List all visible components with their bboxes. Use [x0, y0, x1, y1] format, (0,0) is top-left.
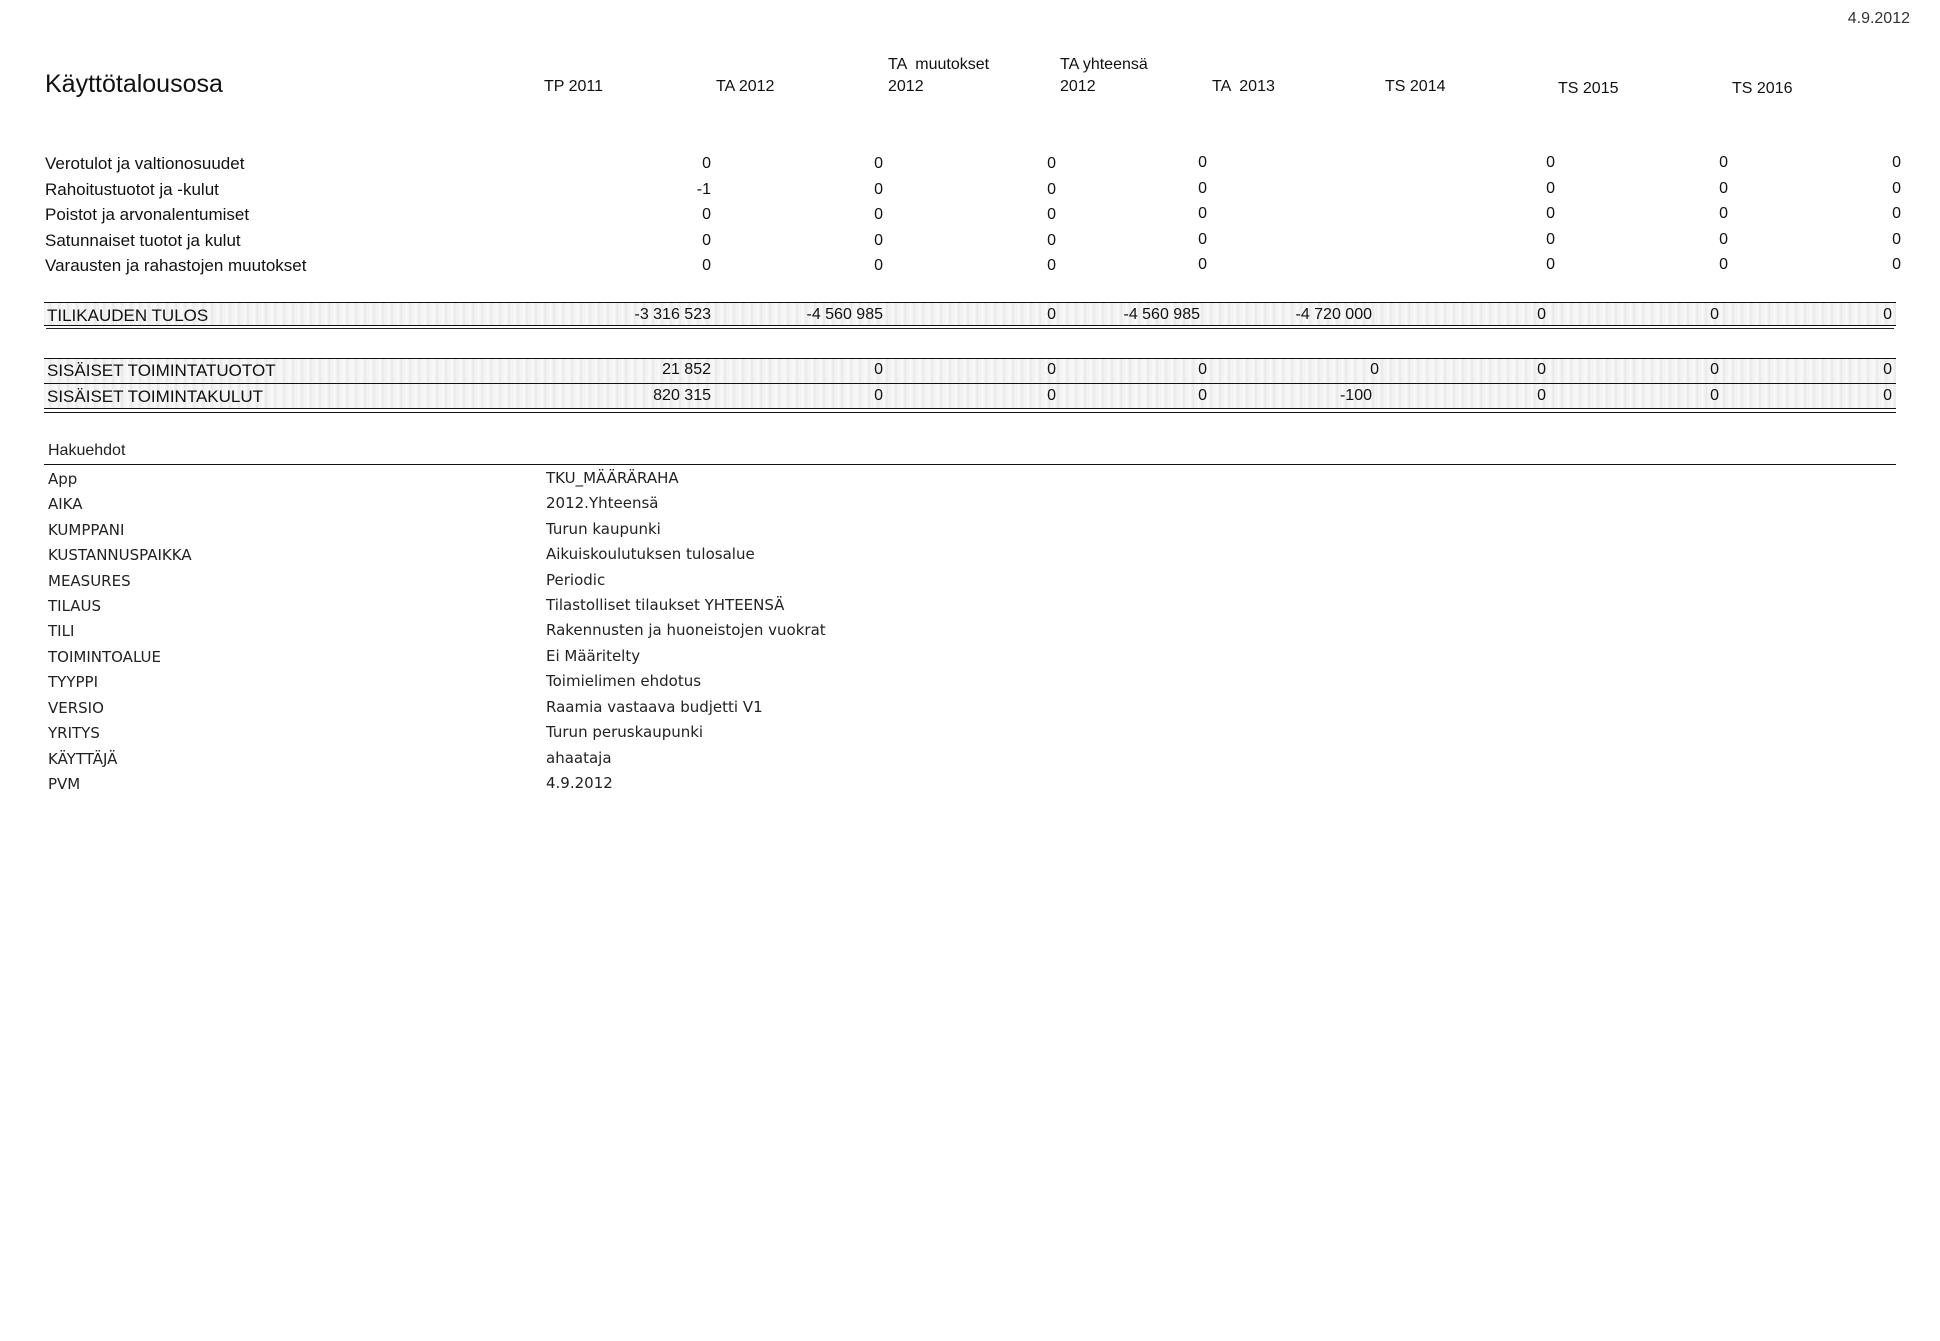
criteria-key-yritys: YRITYS — [48, 724, 100, 742]
internal-income-label: SISÄISET TOIMINTATUOTOT — [47, 361, 276, 380]
row-label-varausten: Varausten ja rahastojen muutokset — [45, 256, 307, 275]
cell-satunnaiset-ta2012: 0 — [874, 232, 883, 249]
cell-satunnaiset-tp2011: 0 — [702, 232, 711, 249]
cell-poistot-yhteensa: 0 — [1198, 205, 1207, 222]
criteria-key-app: App — [48, 470, 78, 488]
cell-varausten-muutokset: 0 — [1047, 257, 1056, 274]
internal-costs-tp2011: 820 315 — [653, 387, 711, 404]
col-header-ts2016: TS 2016 — [1732, 80, 1793, 97]
criteria-value-tili: Rakennusten ja huoneistojen vuokrat — [546, 621, 826, 639]
criteria-key-kustannuspaikka: KUSTANNUSPAIKKA — [48, 546, 192, 564]
criteria-value-pvm: 4.9.2012 — [546, 774, 613, 792]
criteria-value-tilaus: Tilastolliset tilaukset YHTEENSÄ — [546, 596, 785, 614]
criteria-value-kayttaja: ahaataja — [546, 749, 612, 767]
criteria-key-toimintoalue: TOIMINTOALUE — [48, 648, 162, 666]
cell-varausten-yhteensa: 0 — [1198, 256, 1207, 273]
total-ts2016: 0 — [1883, 306, 1892, 323]
col-header-ts2015: TS 2015 — [1558, 80, 1619, 97]
cell-satunnaiset-ts2016: 0 — [1892, 231, 1901, 248]
row-label-satunnaiset: Satunnaiset tuotot ja kulut — [45, 231, 241, 250]
search-criteria-title: Hakuehdot — [48, 442, 126, 459]
total-muutokset: 0 — [1047, 306, 1056, 323]
criteria-value-measures: Periodic — [546, 571, 606, 589]
total-ta2012: -4 560 985 — [806, 306, 883, 323]
cell-varausten-ts2016: 0 — [1892, 256, 1901, 273]
criteria-value-toimintoalue: Ei Määritelty — [546, 647, 641, 665]
cell-rahoitus-ts2014: 0 — [1546, 180, 1555, 197]
criteria-key-tili: TILI — [48, 622, 75, 640]
criteria-value-versio: Raamia vastaava budjetti V1 — [546, 698, 763, 716]
search-criteria-rule — [44, 464, 1896, 465]
cell-rahoitus-ta2012: 0 — [874, 181, 883, 198]
criteria-value-aika: 2012.Yhteensä — [546, 494, 659, 512]
internal-income-yhteensa: 0 — [1198, 361, 1207, 378]
col-header-ta-muutokset-line2: 2012 — [888, 78, 924, 95]
internal-income-ts2014: 0 — [1537, 361, 1546, 378]
cell-verotulot-ts2015: 0 — [1719, 154, 1728, 171]
cell-poistot-ts2016: 0 — [1892, 205, 1901, 222]
cell-verotulot-muutokset: 0 — [1047, 155, 1056, 172]
internal-bottom-rule — [44, 408, 1896, 409]
row-label-poistot: Poistot ja arvonalentumiset — [45, 205, 250, 224]
row-label-verotulot: Verotulot ja valtionosuudet — [45, 154, 245, 173]
total-ta2013: -4 720 000 — [1295, 306, 1372, 323]
col-header-ta-yhteensa — [1060, 54, 1148, 98]
col-header-ta-muutokset-line1: TA muutokset — [888, 56, 990, 73]
cell-varausten-ts2015: 0 — [1719, 256, 1728, 273]
total-row-label: TILIKAUDEN TULOS — [47, 306, 209, 325]
cell-poistot-muutokset: 0 — [1047, 206, 1056, 223]
col-header-ta-yhteensa-line2: 2012 — [1060, 78, 1096, 95]
internal-income-ts2016: 0 — [1883, 361, 1892, 378]
criteria-value-tyyppi: Toimielimen ehdotus — [546, 672, 702, 690]
internal-income-ta2013: 0 — [1370, 361, 1379, 378]
cell-verotulot-ts2014: 0 — [1546, 154, 1555, 171]
cell-poistot-ta2012: 0 — [874, 206, 883, 223]
internal-costs-ta2012: 0 — [874, 387, 883, 404]
report-date: 4.9.2012 — [1847, 10, 1910, 27]
cell-satunnaiset-yhteensa: 0 — [1198, 231, 1207, 248]
criteria-key-kayttaja: KÄYTTÄJÄ — [48, 750, 118, 768]
internal-income-muutokset: 0 — [1047, 361, 1056, 378]
col-header-ts2014: TS 2014 — [1385, 78, 1446, 95]
cell-varausten-tp2011: 0 — [702, 257, 711, 274]
total-yhteensa: -4 560 985 — [1123, 306, 1200, 323]
internal-costs-ta2013: -100 — [1339, 387, 1372, 404]
cell-rahoitus-ts2016: 0 — [1892, 180, 1901, 197]
cell-varausten-ts2014: 0 — [1546, 256, 1555, 273]
internal-costs-yhteensa: 0 — [1198, 387, 1207, 404]
internal-income-ta2012: 0 — [874, 361, 883, 378]
criteria-key-measures: MEASURES — [48, 572, 131, 590]
cell-verotulot-ta2012: 0 — [874, 155, 883, 172]
cell-rahoitus-ts2015: 0 — [1719, 180, 1728, 197]
col-header-ta-yhteensa-line1: TA yhteensä — [1060, 56, 1148, 73]
criteria-value-kustannuspaikka: Aikuiskoulutuksen tulosalue — [546, 545, 755, 563]
row-label-rahoitus: Rahoitustuotot ja -kulut — [45, 180, 219, 199]
total-ts2015: 0 — [1710, 306, 1719, 323]
total-tp2011: -3 316 523 — [634, 306, 711, 323]
internal-bottom-rule-2 — [44, 412, 1896, 413]
internal-income-ts2015: 0 — [1710, 361, 1719, 378]
internal-costs-ts2014: 0 — [1537, 387, 1546, 404]
cell-satunnaiset-ts2015: 0 — [1719, 231, 1728, 248]
cell-poistot-ts2014: 0 — [1546, 205, 1555, 222]
cell-satunnaiset-ts2014: 0 — [1546, 231, 1555, 248]
internal-row-divider — [44, 383, 1896, 384]
cell-rahoitus-muutokset: 0 — [1047, 181, 1056, 198]
criteria-key-kumppani: KUMPPANI — [48, 521, 125, 539]
col-header-ta2013: TA 2013 — [1212, 78, 1275, 95]
criteria-key-pvm: PVM — [48, 775, 81, 793]
cell-verotulot-ts2016: 0 — [1892, 154, 1901, 171]
cell-satunnaiset-muutokset: 0 — [1047, 232, 1056, 249]
col-header-ta-muutokset — [888, 54, 989, 98]
internal-income-tp2011: 21 852 — [662, 361, 711, 378]
criteria-value-app: TKU_MÄÄRÄRAHA — [546, 469, 679, 487]
report-title: Käyttötalousosa — [45, 70, 223, 98]
internal-costs-muutokset: 0 — [1047, 387, 1056, 404]
criteria-value-yritys: Turun peruskaupunki — [546, 723, 704, 741]
criteria-value-kumppani: Turun kaupunki — [546, 520, 661, 538]
cell-verotulot-tp2011: 0 — [702, 155, 711, 172]
cell-poistot-tp2011: 0 — [702, 206, 711, 223]
cell-rahoitus-tp2011: -1 — [696, 181, 711, 198]
cell-rahoitus-yhteensa: 0 — [1198, 180, 1207, 197]
criteria-key-tyyppi: TYYPPI — [48, 673, 99, 691]
internal-costs-ts2016: 0 — [1883, 387, 1892, 404]
col-header-ta2012: TA 2012 — [716, 78, 775, 95]
criteria-key-versio: VERSIO — [48, 699, 104, 717]
criteria-key-aika: AIKA — [48, 495, 83, 513]
cell-poistot-ts2015: 0 — [1719, 205, 1728, 222]
internal-costs-label: SISÄISET TOIMINTAKULUT — [47, 387, 264, 406]
cell-varausten-ta2012: 0 — [874, 257, 883, 274]
total-ts2014: 0 — [1537, 306, 1546, 323]
criteria-key-tilaus: TILAUS — [48, 597, 102, 615]
col-header-tp2011: TP 2011 — [544, 78, 604, 95]
internal-costs-ts2015: 0 — [1710, 387, 1719, 404]
cell-verotulot-yhteensa: 0 — [1198, 154, 1207, 171]
